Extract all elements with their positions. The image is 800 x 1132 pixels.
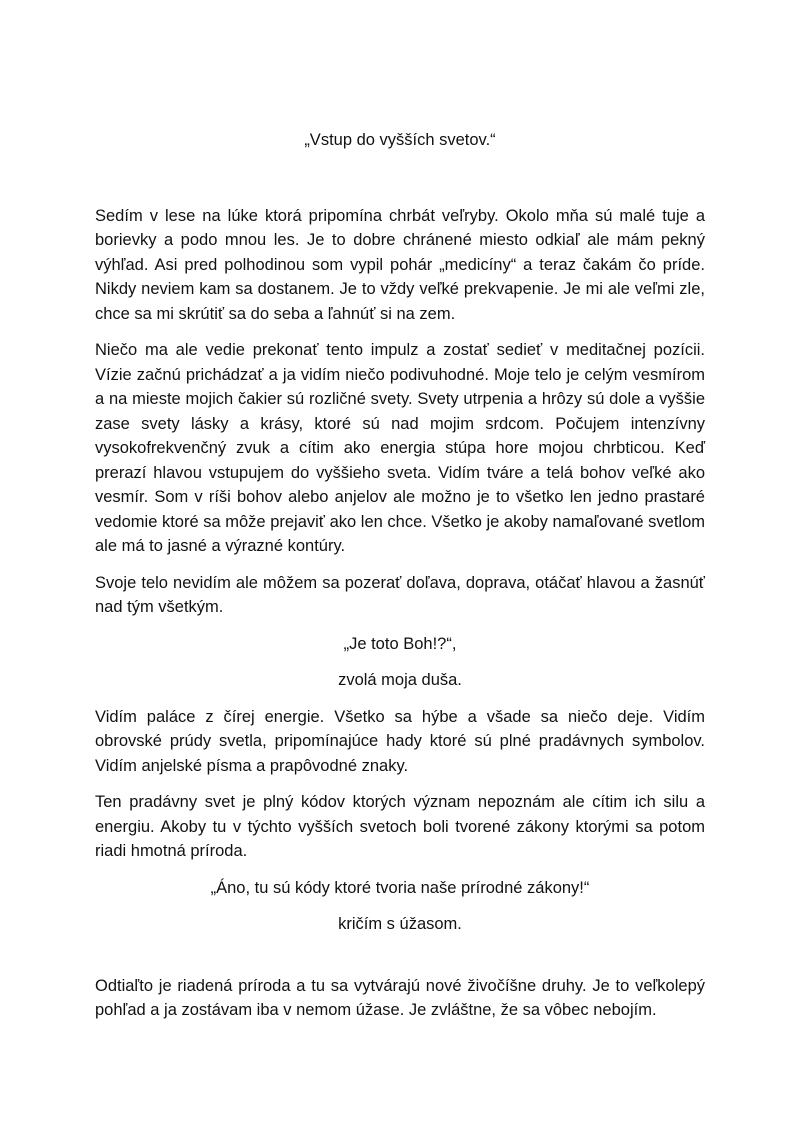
document-title: „Vstup do vyšších svetov.“ [304, 131, 496, 149]
paragraph-final: Odtiaľto je riadená príroda a tu sa vytvárajú nové živočíšne druhy. Je to veľkolepý pohľad a ja zostávam iba v nemom úžase. Je zvláštne, že sa vôbec nebojím. [95, 976, 705, 1019]
paragraph-4: Vidím paláce z čírej energie. Všetko sa hýbe a všade sa niečo deje. Vidím obrovské prúdy svetla, pripomínajúce hady ktoré sú plné pradávnych symbolov. Vidím anjelské písma a prapôvodné znaky. [95, 707, 705, 775]
document-page [95, 128, 705, 1023]
paragraph-1: Sedím v lese na lúke ktorá pripomína chrbát veľryby. Okolo mňa sú malé tuje a borievky a podo mnou les. Je to dobre chránené miesto odkiaľ ale mám pekný výhľad. Asi pred polhodinou som vypil pohár „medicíny“ a teraz čakám čo príde. Nikdy neviem kam sa dostanem. Je to vždy veľké prekvapenie. Je mi ale veľmi zle, chce sa mi skrútiť sa do seba a ľahnúť si na zem. [95, 206, 705, 323]
paragraph-2: Niečo ma ale vedie prekonať tento impulz a zostať sedieť v meditačnej pozícii. Vízie začnú prichádzať a ja vidím niečo podivuhodné. Moje telo je celým vesmírom a na mieste mojich čakier sú rozličné svety. Svety utrpenia a hrôzy sú dole a vyššie zase svety lásky a krásy, ktoré sú nad mojim srdcom. Počujem intenzívny vysokofrekvenčný zvuk a cítim ako energia stúpa hore mojou chrbticou. Keď prerazí hlavou vstupujem do vyššieho sveta. Vidím tváre a telá bohov veľké ako vesmír. Som v ríši bohov alebo anjelov ale možno je to všetko len jedno prastaré vedomie ktoré sa môže prejaviť ako len chce. Všetko je akoby namaľované svetlom ale má to jasné a výrazné kontúry. [95, 341, 705, 555]
quote-2: „Áno, tu sú kódy ktoré tvoria naše prírodné zákony!“ [210, 878, 590, 897]
paragraph-5: Ten pradávny svet je plný kódov ktorých význam nepoznám ale cítim ich silu a energiu. Akoby tu v týchto vyšších svetoch boli tvorené zákony ktorými sa potom riadi hmotná príroda. [95, 793, 705, 860]
paragraph-3: Svoje telo nevidím ale môžem sa pozerať doľava, doprava, otáčať hlavou a žasnúť nad tým všetkým. [95, 573, 705, 616]
quote-2-after: kričím s úžasom. [338, 915, 462, 933]
quote-1-after: zvolá moja duša. [338, 671, 462, 689]
quote-1: „Je toto Boh!?“, [343, 634, 457, 653]
